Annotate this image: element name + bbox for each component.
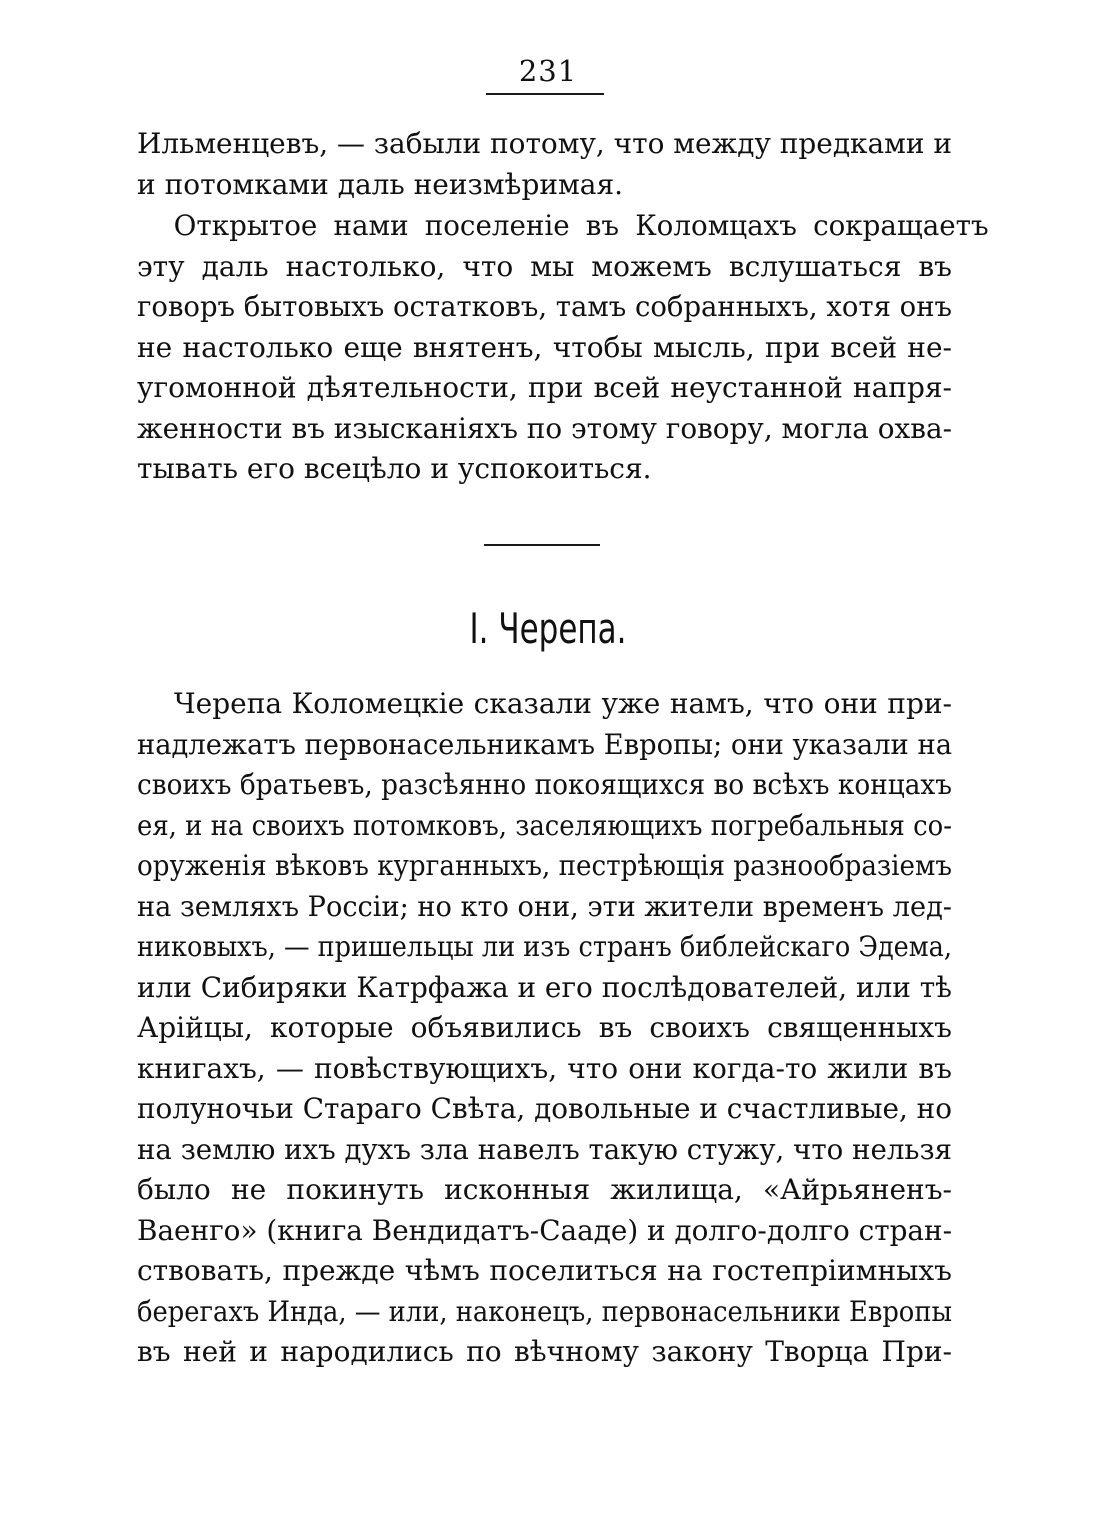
paragraph-2 [137, 206, 989, 490]
paragraph-1 [137, 124, 952, 205]
text-line: не настолько еще внятенъ, чтобы мысль, при всей не- [137, 330, 952, 364]
text-line: ствовать, прежде чѣмъ поселиться на гостепрiимныхъ [137, 1254, 952, 1287]
text-line: эту даль настолько, что мы можемъ вслушаться въ [137, 249, 952, 283]
text-line: Ваенго» (книга Вендидатъ-Сааде) и долго-долго стран- [137, 1213, 952, 1247]
page-number: 231 [518, 54, 578, 88]
text-line: угомонной дѣятельности, при всей неустанной напря- [137, 371, 952, 404]
text-line: своихъ братьевъ, разсѣянно покоящихся во всѣхъ концахъ [137, 768, 952, 801]
text-line: въ ней и народились по вѣчному закону Творца При- [137, 1335, 952, 1368]
page-number-rule [486, 93, 604, 95]
text-line: тывать его всецѣло и успокоиться. [137, 452, 652, 485]
text-line: Ильменцевъ, — забыли потому, что между предками и [137, 127, 952, 160]
text-line: на землю ихъ духъ зла навелъ такую стужу, что нельзя [137, 1132, 952, 1166]
section-title: I. Черепа. [469, 604, 627, 653]
text-line: полуночьи Стараго Свѣта, довольные и счастливые, но [137, 1092, 952, 1125]
text-line: надлежатъ первонасельникамъ Европы; они указали на [137, 727, 952, 761]
text-line: было не покинуть исконныя жилища, «Айрьяненъ- [137, 1173, 952, 1206]
text-line: Арiйцы, которые объявились въ своихъ священныхъ [137, 1011, 952, 1044]
text-line: женности въ изысканiяхъ по этому говору, могла охва- [137, 411, 952, 445]
text-line: ея, и на своихъ потомковъ, заселяющихъ погребальныя со- [137, 808, 952, 842]
text-line: оруженiя вѣковъ курганныхъ, пестрѣющiя разнообразiемъ [137, 849, 952, 882]
text-line: Черепа Коломецкiе сказали уже намъ, что они при- [174, 687, 952, 720]
text-line: и потомками даль неизмѣримая. [137, 167, 624, 201]
text-line: книгахъ, — повѣствующихъ, что они когда-то жили въ [137, 1051, 952, 1085]
text-line: Открытое нами поселенiе въ Коломцахъ сокращаетъ [173, 209, 989, 242]
section-divider [484, 544, 600, 546]
text-line: говоръ бытовыхъ остатковъ, тамъ собранныхъ, хотя онъ [137, 290, 952, 323]
paragraph-3 [137, 684, 952, 1373]
text-line: или Сибиряки Катрфажа и его послѣдователей, или тѣ [137, 970, 952, 1004]
text-line: на земляхъ Россiи; но кто они, эти жители временъ лед- [137, 889, 952, 923]
text-line: берегахъ Инда, — или, наконецъ, первонасельники Европы [137, 1294, 952, 1328]
text-line: никовыхъ, — пришельцы ли изъ странъ библейскаго Эдема, [137, 930, 952, 963]
